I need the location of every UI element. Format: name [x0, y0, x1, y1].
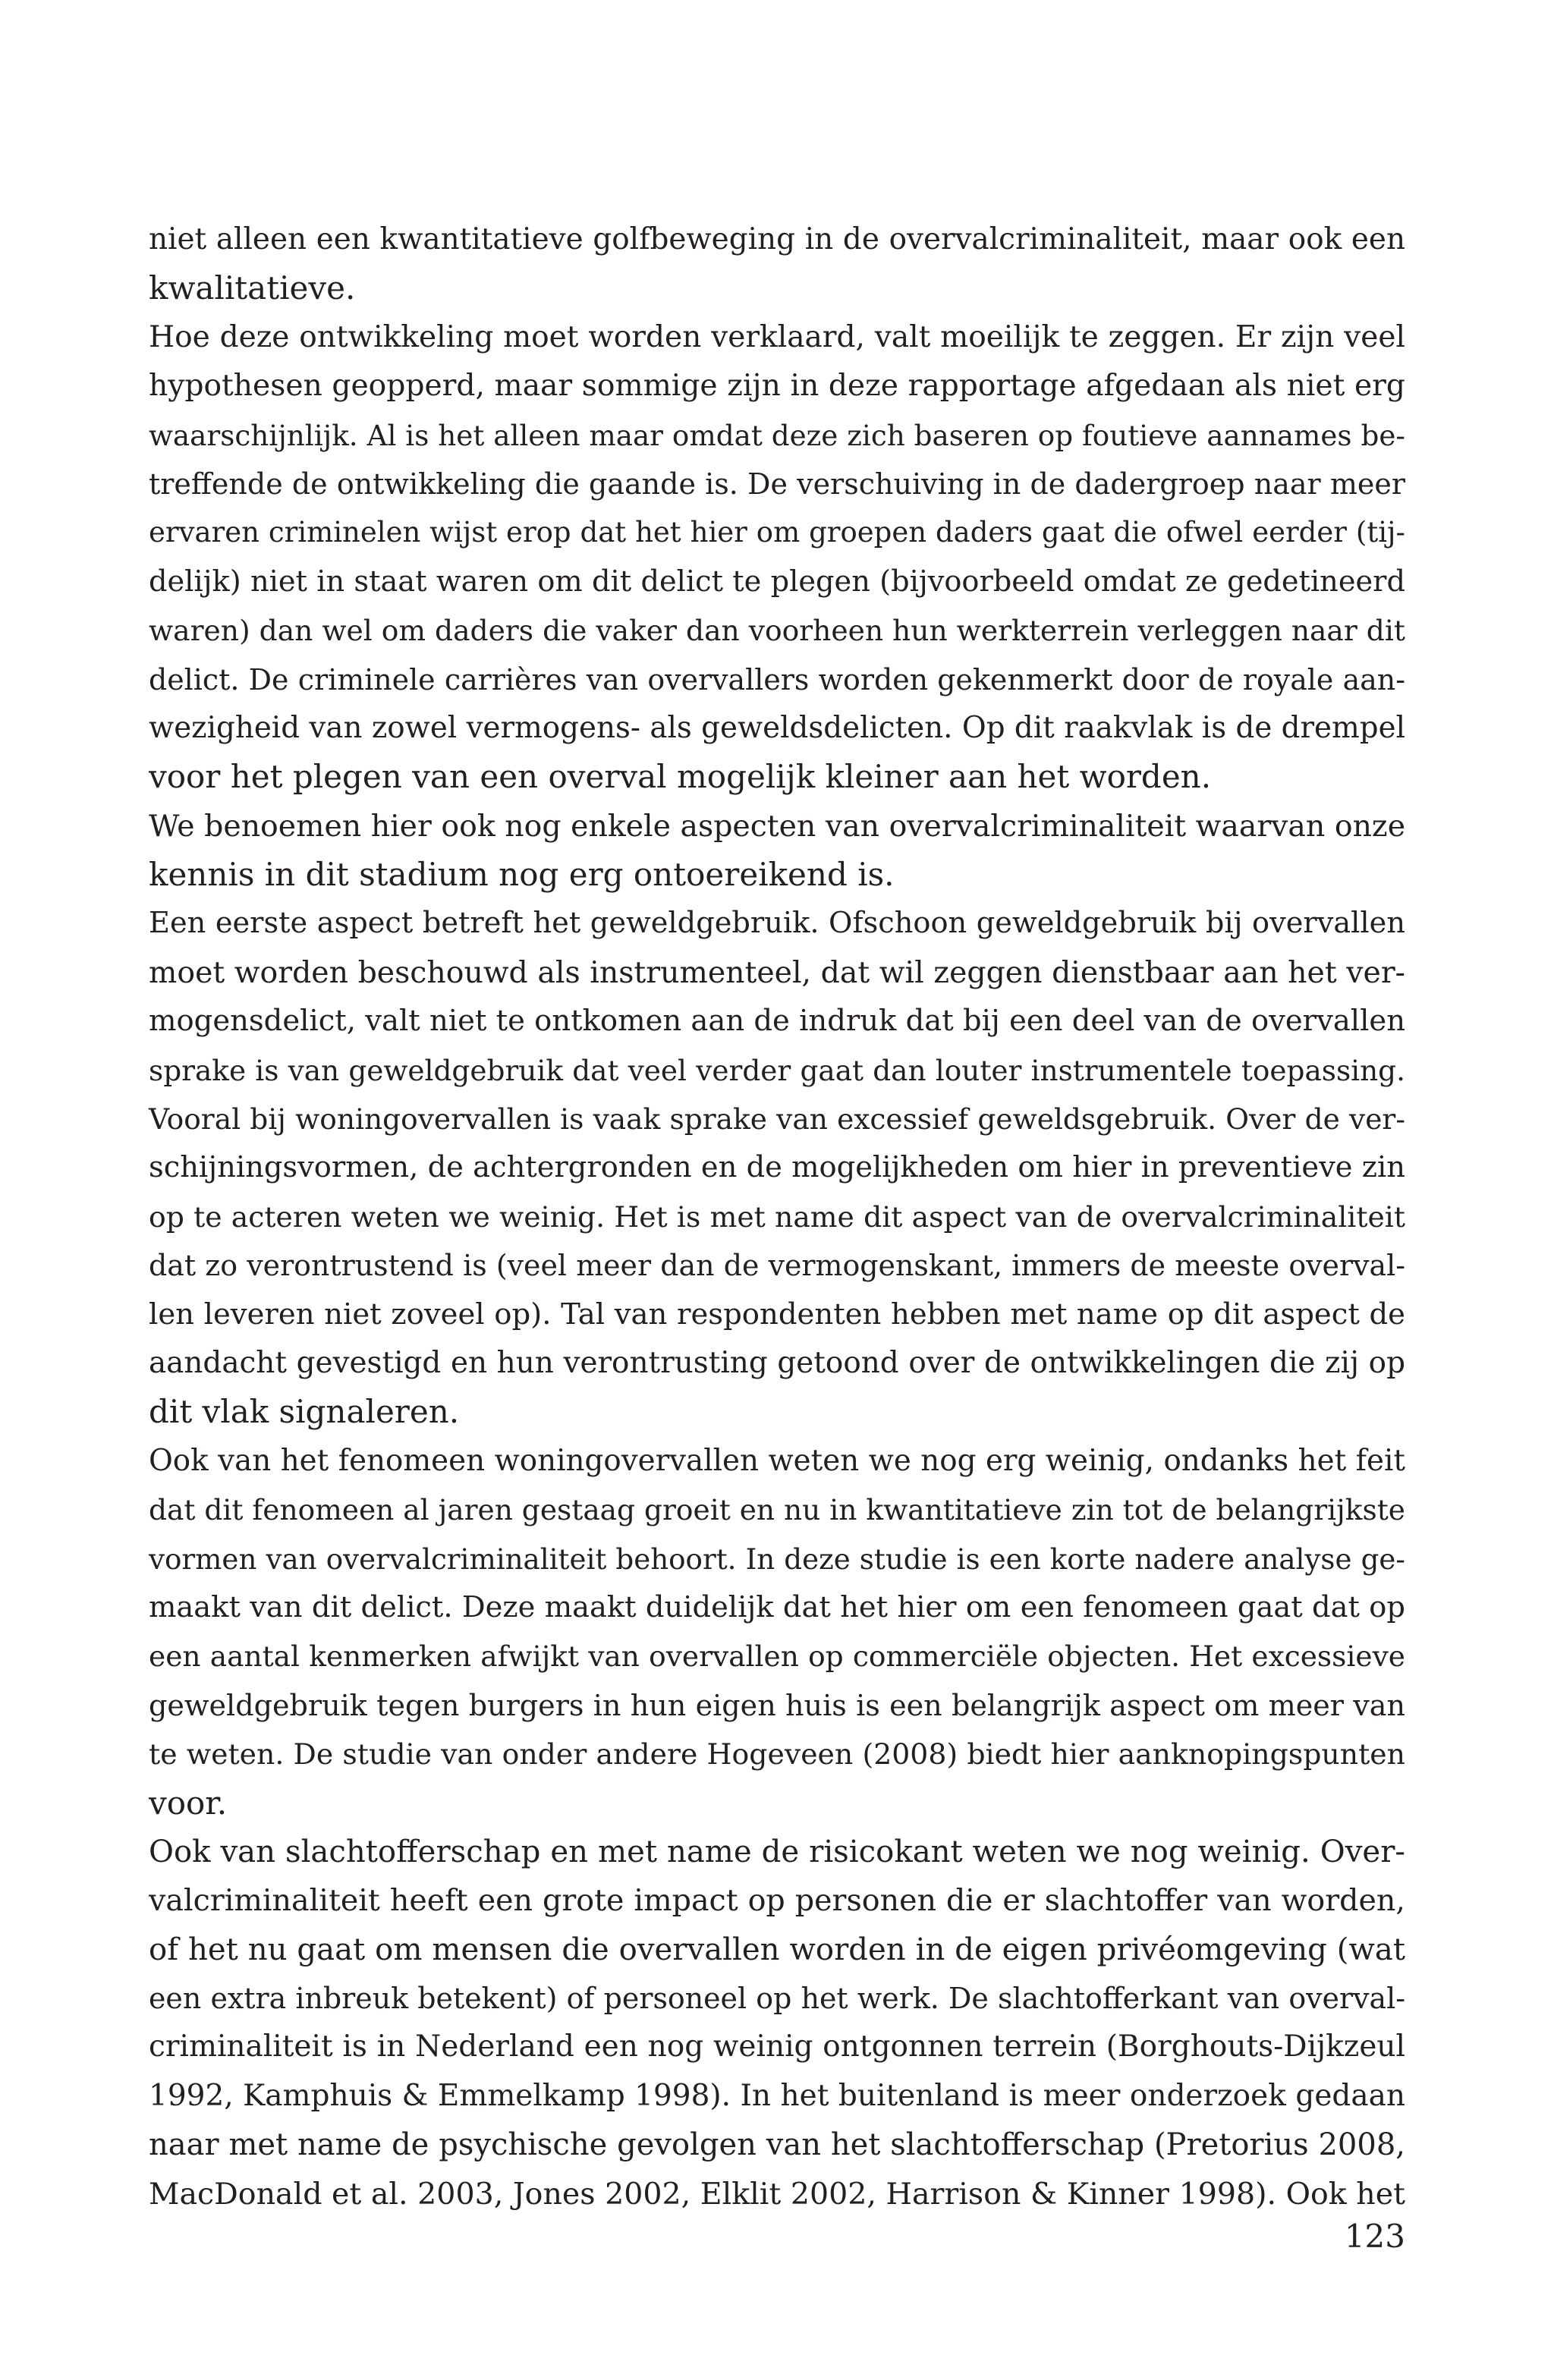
text-line: moet worden beschouwd als instrumenteel, dat wil zeggen dienstbaar aan het ver- [149, 954, 1405, 990]
text-line: wezigheid van zowel vermogens- als geweldsdelicten. Op dit raakvlak is de drempel [149, 710, 1405, 745]
text-line: niet alleen een kwantitatieve golfbeweging in de overvalcriminaliteit, maar ook een [149, 222, 1405, 256]
page-number: 123 [1344, 2218, 1405, 2255]
text-line: MacDonald et al. 2003, Jones 2002, Elklit 2002, Harrison & Kinner 1998). Ook het [149, 2176, 1405, 2212]
text-line: maakt van dit delict. Deze maakt duidelijk dat het hier om een fenomeen gaat dat op [149, 1589, 1405, 1624]
text-line: dat dit fenomeen al jaren gestaag groeit en nu in kwantitatieve zin tot de belangrijkste [149, 1493, 1405, 1527]
text-line: treffende de ontwikkeling die gaande is. De verschuiving in de dadergroep naar meer [149, 467, 1405, 501]
text-line: We benoemen hier ook nog enkele aspecten van overvalcriminaliteit waarvan onze [149, 808, 1405, 844]
text-line: naar met name de psychische gevolgen van het slachtofferschap (Pretorius 2008, [149, 2127, 1405, 2163]
text-line: kwalitatieve. [149, 269, 356, 307]
text-line: delict. De criminele carrières van overvallers worden gekenmerkt door de royale aan- [149, 662, 1405, 696]
text-line: sprake is van geweldgebruik dat veel verder gaat dan louter instrumentele toepassing. [149, 1053, 1405, 1087]
text-line: voor het plegen van een overval mogelijk kleiner aan het worden. [149, 758, 1212, 796]
text-line: Een eerste aspect betreft het geweldgebruik. Ofschoon geweldgebruik bij overvallen [149, 906, 1405, 941]
text-line: dit vlak signaleren. [149, 1393, 460, 1431]
text-line: Ook van het fenomeen woningovervallen weten we nog erg weinig, ondanks het feit [149, 1443, 1405, 1478]
text-line: een aantal kenmerken afwijkt van overvallen op commerciële objecten. Het excessieve [149, 1640, 1405, 1674]
text-line: 1992, Kamphuis & Emmelkamp 1998). In het buitenland is meer onderzoek gedaan [149, 2078, 1405, 2113]
body-text [149, 215, 1405, 2218]
text-line: vormen van overvalcriminaliteit behoort. In deze studie is een korte nadere analyse ge- [149, 1542, 1405, 1576]
text-line: een extra inbreuk betekent) of personeel op het werk. De slachtofferkant van overval- [149, 1982, 1405, 2016]
text-line: waren) dan wel om daders die vaker dan voorheen hun werkterrein verleggen naar dit [149, 614, 1405, 648]
text-line: valcriminaliteit heeft een grote impact op personen die er slachtoffer van worden, [149, 1883, 1405, 1919]
text-line: hypothesen geopperd, maar sommige zijn in deze rapportage afgedaan als niet erg [149, 369, 1405, 404]
text-line: criminaliteit is in Nederland een nog weinig ontgonnen terrein (Borghouts-Dijkzeul [149, 2029, 1405, 2064]
text-line: te weten. De studie van onder andere Hogeveen (2008) biedt hier aanknopingspunten [149, 1737, 1405, 1772]
text-line: len leveren niet zoveel op). Tal van respondenten hebben met name op dit aspect de [149, 1297, 1405, 1331]
text-line: schijningsvormen, de achtergronden en de mogelijkheden om hier in preventieve zin [149, 1150, 1405, 1185]
text-line: voor. [149, 1784, 228, 1822]
text-line: Ook van slachtofferschap en met name de risicokant weten we nog weinig. Over- [149, 1834, 1405, 1869]
text-line: aandacht gevestigd en hun verontrusting getoond over de ontwikkelingen die zij op [149, 1345, 1405, 1380]
text-line: geweldgebruik tegen burgers in hun eigen huis is een belangrijk aspect om meer van [149, 1688, 1405, 1722]
text-line: delijk) niet in staat waren om dit delict te plegen (bijvoorbeeld omdat ze gedetineerd [149, 564, 1405, 599]
text-line: kennis in dit stadium nog erg ontoereikend is. [149, 856, 895, 894]
text-line: ervaren criminelen wijst erop dat het hier om groepen daders gaat die ofwel eerder (tij- [149, 516, 1405, 549]
text-line: of het nu gaat om mensen die overvallen worden in de eigen privéomgeving (wat [149, 1932, 1405, 1967]
text-line: Hoe deze ontwikkeling moet worden verklaard, valt moeilijk te zeggen. Er zijn veel [149, 319, 1405, 354]
text-line: dat zo verontrustend is (veel meer dan de vermogenskant, immers de meeste overval- [149, 1249, 1405, 1283]
text-line: Vooral bij woningovervallen is vaak sprake van excessief geweldsgebruik. Over de ver- [149, 1102, 1405, 1137]
text-line: mogensdelict, valt niet te ontkomen aan de indruk dat bij een deel van de overvallen [149, 1004, 1405, 1039]
text-line: op te acteren weten we weinig. Het is met name dit aspect van de overvalcriminaliteit [149, 1199, 1405, 1234]
text-line: waarschijnlijk. Al is het alleen maar omdat deze zich baseren op foutieve aannames be- [149, 418, 1405, 452]
